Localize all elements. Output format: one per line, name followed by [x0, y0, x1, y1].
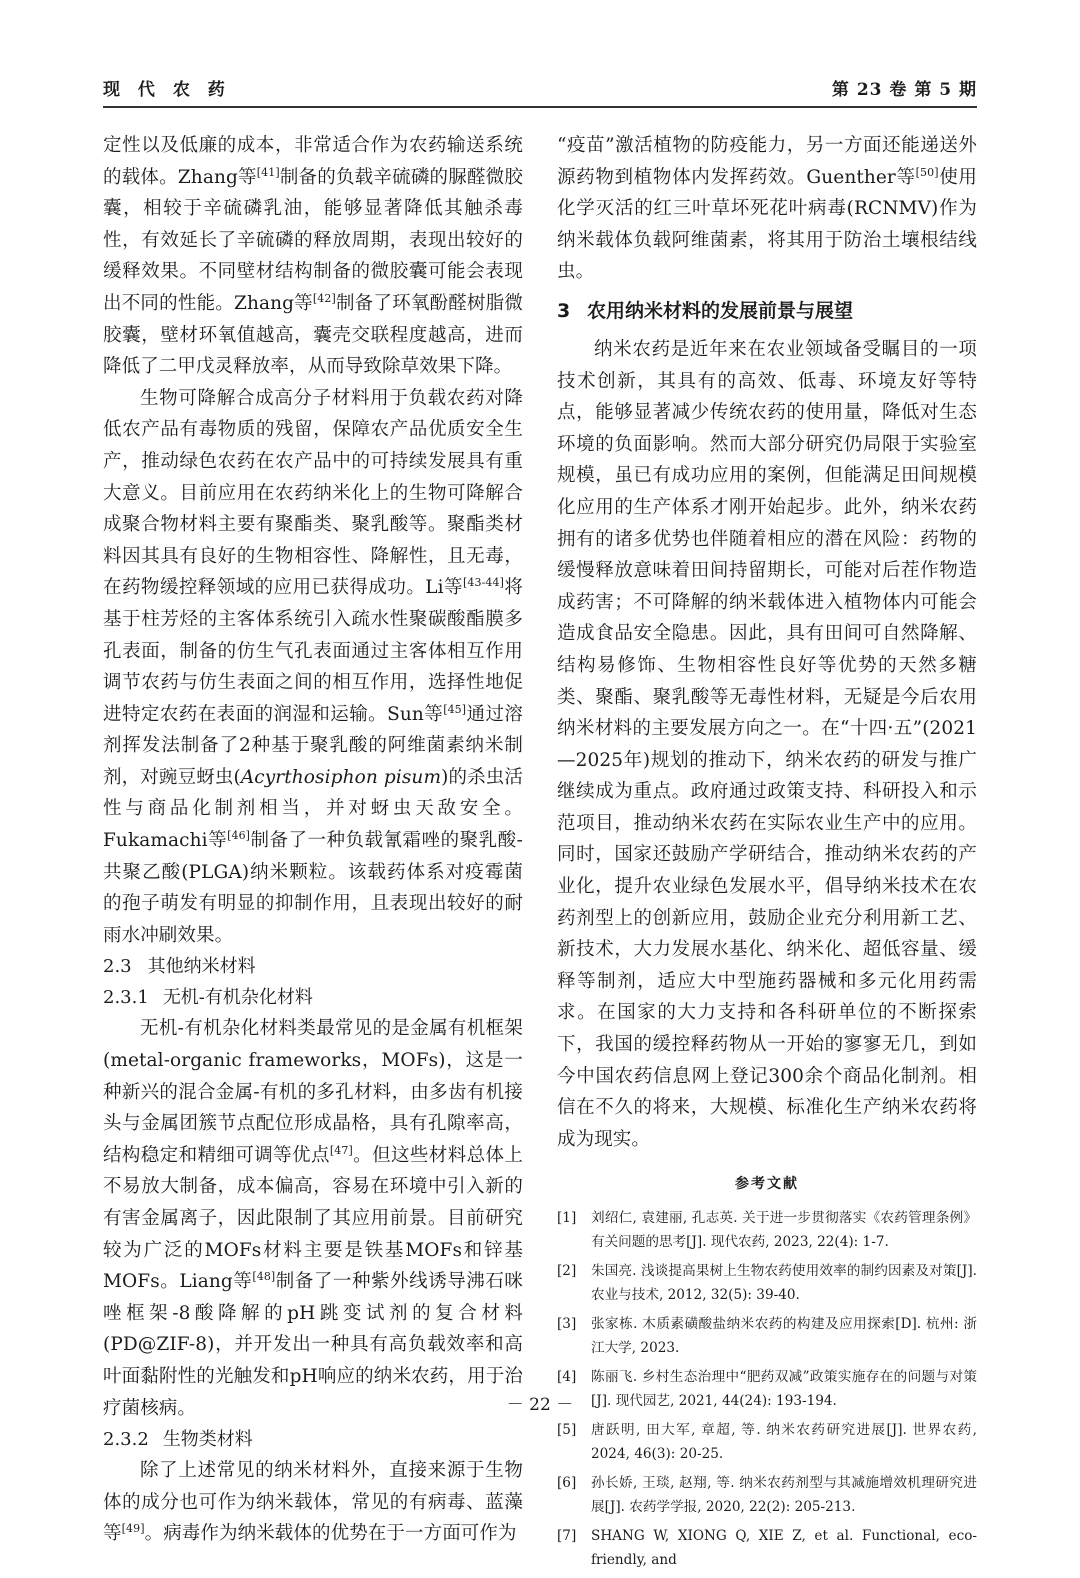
paragraph: 定性以及低廉的成本，非常适合作为农药输送系统的载体。Zhang等[41]制备的负载辛硫磷的脲醛微胶囊，相较于辛硫磷乳油，能够显著降低其触杀毒性，有效延长了辛硫磷的释放周期，表现出较好的缓释效果。不同壁材结构制备的微胶囊可能会表现出不同的性能。Zhang等[42]制备了环氧酚醛树脂微胶囊，壁材环氧值越高，囊壳交联程度越高，进而降低了二甲戊灵释放率，从而导致除草效果下降。: [103, 135, 523, 378]
running-header: [103, 74, 977, 108]
reference-item: [2] 朱国亮. 浅谈提高果树上生物农药使用效率的制约因素及对策[J]. 农业与技术, 2012, 32(5): 39-40.: [557, 1263, 977, 1303]
citation: [45]: [443, 702, 467, 716]
citation: [43-44]: [463, 576, 505, 590]
section-heading-2-3-2: 2.3.2 生物类材料: [103, 1429, 253, 1451]
citation: [46]: [227, 828, 251, 842]
paragraph: “疫苗”激活植物的防疫能力，另一方面还能递送外源药物到植物体内发挥药效。Guenther等[50]使用化学灭活的红三叶草坏死花叶病毒(RCNMV)作为纳米载体负载阿维菌素，将其用于防治土壤根结线虫。: [557, 135, 977, 283]
section-heading-2-3: 2.3 其他纳米材料: [103, 956, 256, 978]
paragraph: 生物可降解合成高分子材料用于负载农药对降低农产品有毒物质的残留，保障农产品优质安全生产，推动绿色农药在农产品中的可持续发展具有重大意义。目前应用在农药纳米化上的生物可降解合成聚合物材料主要有聚酯类、聚乳酸等。聚酯类材料因其具有良好的生物相容性、降解性，且无毒，在药物缓控释领域的应用已获得成功。Li等[43-44]将基于柱芳烃的主客体系统引入疏水性聚碳酸酯膜多孔表面，制备的仿生气孔表面通过主客体相互作用调节农药与仿生表面之间的相互作用，选择性地促进特定农药在表面的润湿和运输。Sun等[45]通过溶剂挥发法制备了2种基于聚乳酸的阿维菌素纳米制剂，对豌豆蚜虫(Acyrthosiphon pisum)的杀虫活性与商品化制剂相当，并对蚜虫天敌安全。Fukamachi等[46]制备了一种负载氰霜唑的聚乳酸-共聚乙酸(PLGA)纳米颗粒。该载药体系对疫霉菌的孢子萌发有明显的抑制作用，且表现出较好的耐雨水冲刷效果。: [103, 387, 523, 946]
reference-item: [6] 孙长娇, 王琰, 赵翔, 等. 纳米农药剂型与其减施增效机理研究进展[J]. 农药学学报, 2020, 22(2): 205-213.: [557, 1475, 977, 1515]
citation: [47]: [329, 1143, 353, 1157]
reference-item: [5] 唐跃明, 田大军, 章超, 等. 纳米农药研究进展[J]. 世界农药, 2024, 46(3): 20-25.: [557, 1422, 977, 1462]
left-column: [103, 130, 523, 1550]
right-column: [557, 130, 977, 1578]
reference-item: [7] SHANG W, XIONG Q, XIE Z, et al. Functional, eco-friendly, and: [557, 1528, 977, 1568]
citation: [49]: [121, 1522, 145, 1536]
issue-info: 第 23 卷 第 5 期: [831, 80, 977, 100]
citation: [50]: [915, 165, 939, 179]
section-heading-3: 3 农用纳米材料的发展前景与展望: [557, 299, 854, 322]
species-name: Acyrthosiphon pisum: [240, 766, 442, 788]
journal-name: 现 代 农 药: [103, 80, 231, 100]
citation: [42]: [312, 291, 336, 305]
page-number: － 22 －: [506, 1395, 574, 1415]
section-heading-2-3-1: 2.3.1 无机-有机杂化材料: [103, 987, 313, 1009]
citation: [41]: [256, 165, 280, 179]
paragraph: 除了上述常见的纳米材料外，直接来源于生物体的成分也可作为纳米载体，常见的有病毒、蓝藻等[49]。病毒作为纳米载体的优势在于一方面可作为: [103, 1460, 523, 1545]
reference-item: [1] 刘绍仁, 袁建丽, 孔志英. 关于进一步贯彻落实《农药管理条例》有关问题的思考[J]. 现代农药, 2023, 22(4): 1-7.: [557, 1210, 977, 1250]
reference-item: [3] 张家栋. 木质素磺酸盐纳米农药的构建及应用探索[D]. 杭州: 浙江大学, 2023.: [557, 1316, 977, 1356]
reference-item: [4] 陈丽飞. 乡村生态治理中“肥药双减”政策实施存在的问题与对策[J]. 现代园艺, 2021, 44(24): 193-194.: [557, 1369, 977, 1409]
paragraph: 无机-有机杂化材料类最常见的是金属有机框架(metal-organic frameworks，MOFs)，这是一种新兴的混合金属-有机的多孔材料，由多齿有机接头与金属团簇节点配位形成晶格，具有孔隙率高，结构稳定和精细可调等优点[47]。但这些材料总体上不易放大制备，成本偏高，容易在环境中引入新的有害金属离子，因此限制了其应用前景。目前研究较为广泛的MOFs材料主要是铁基MOFs和锌基MOFs。Liang等[48]制备了一种紫外线诱导沸石咪唑框架-8酸降解的pH跳变试剂的复合材料(PD@ZIF-8)，并开发出一种具有高负载效率和高叶面黏附性的光触发和pH响应的纳米农药，用于治疗菌核病。: [103, 1018, 524, 1419]
paragraph: 纳米农药是近年来在农业领域备受瞩目的一项技术创新，其具有的高效、低毒、环境友好等特点，能够显著减少传统农药的使用量，降低对生态环境的负面影响。然而大部分研究仍局限于实验室规模，虽已有成功应用的案例，但能满足田间规模化应用的生产体系才刚开始起步。此外，纳米农药拥有的诸多优势也伴随着相应的潜在风险：药物的缓慢释放意味着田间持留期长，可能对后茬作物造成药害；不可降解的纳米载体进入植物体内可能会造成食品安全隐患。因此，具有田间可自然降解、结构易修饰、生物相容性良好等优势的天然多糖类、聚酯、聚乳酸等无毒性材料，无疑是今后农用纳米材料的主要发展方向之一。在“十四·五”(2021—2025年)规划的推动下，纳米农药的研发与推广继续成为重点。政府通过政策支持、科研投入和示范项目，推动纳米农药在实际农业生产中的应用。同时，国家还鼓励产学研结合，推动纳米农药的产业化，提升农业绿色发展水平，倡导纳米技术在农药剂型上的创新应用，鼓励企业充分利用新工艺、新技术，大力发展水基化、纳米化、超低容量、缓释等制剂，适应大中型施药器械和多元化用药需求。在国家的大力支持和各科研单位的不断探索下，我国的缓控释药物从一开始的寥寥无几，到如今中国农药信息网上登记300余个商品化制剂。相信在不久的将来，大规模、标准化生产纳米农药将成为现实。: [557, 338, 977, 1150]
references-title: 参考文献: [735, 1176, 799, 1193]
citation: [48]: [252, 1270, 276, 1284]
